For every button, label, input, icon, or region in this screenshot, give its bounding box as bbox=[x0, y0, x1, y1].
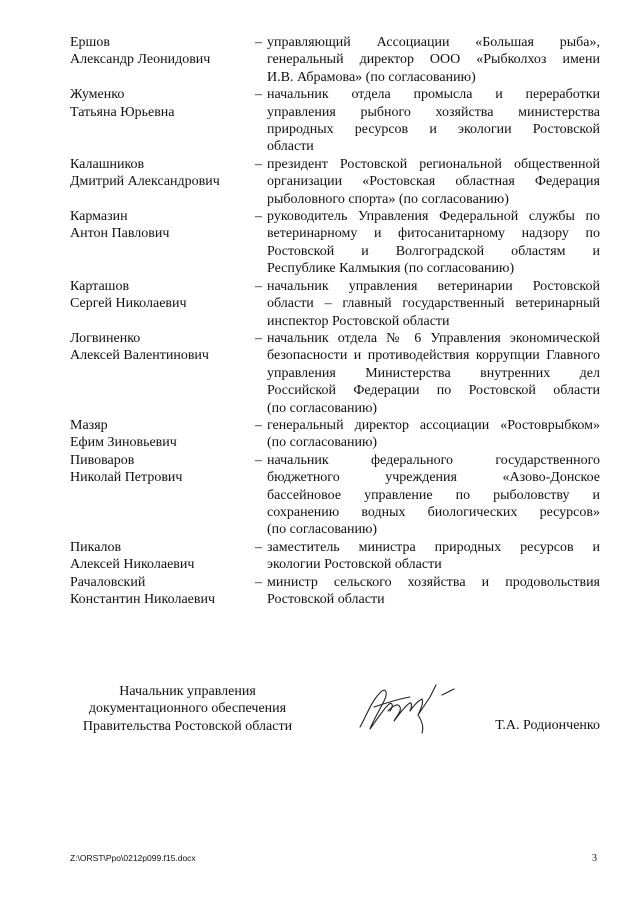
member-role-line: безопасности и противодействия коррупции Главного bbox=[267, 348, 600, 364]
member-role bbox=[267, 539, 600, 574]
member-role bbox=[267, 417, 600, 452]
member-given-names: Константин Николаевич bbox=[70, 592, 216, 607]
dash-separator: – bbox=[255, 156, 262, 172]
dash-separator: – bbox=[255, 452, 262, 468]
member-role-line: генеральный директор ООО «Рыбколхоз имени bbox=[267, 52, 600, 68]
member-name bbox=[70, 330, 255, 417]
member-role-line: (по согласованию) bbox=[267, 435, 378, 451]
member-role-line: сохранению водных биологических ресурсов» bbox=[267, 504, 600, 520]
member-role-line: рыболовного спорта» (по согласованию) bbox=[267, 191, 509, 207]
member-role-line: генеральный директор ассоциации «Ростоврыбком» bbox=[267, 417, 600, 433]
member-entry bbox=[70, 156, 600, 208]
member-role-line: руководитель Управления Федеральной службы по bbox=[267, 209, 600, 225]
member-surname: Пикалов bbox=[70, 539, 122, 555]
dash-separator: – bbox=[255, 278, 262, 294]
member-role bbox=[267, 34, 600, 86]
member-role-line: Ростовской и Волгоградской областям и bbox=[267, 243, 600, 259]
member-entry bbox=[70, 452, 600, 539]
member-role-line: области bbox=[267, 139, 314, 155]
member-role-line: министр сельского хозяйства и продовольствия bbox=[267, 574, 600, 590]
member-role-line: природных ресурсов и экологии Ростовской bbox=[267, 122, 600, 138]
member-entry bbox=[70, 539, 600, 574]
member-name bbox=[70, 86, 255, 156]
member-role-line: управления Министерства внутренних дел bbox=[267, 365, 600, 381]
member-role-line: экологии Ростовской области bbox=[267, 557, 442, 573]
member-entry bbox=[70, 208, 600, 278]
member-role-line: заместитель министра природных ресурсов и bbox=[267, 539, 600, 555]
member-entry bbox=[70, 417, 600, 452]
member-surname: Логвиненко bbox=[70, 330, 141, 346]
member-given-names: Алексей Николаевич bbox=[70, 557, 195, 573]
signer-title-line: Начальник управления bbox=[119, 684, 256, 699]
member-role-line: Российской Федерации по Ростовской области bbox=[267, 383, 600, 399]
member-role-line: начальник отдела промысла и переработки bbox=[267, 87, 600, 103]
member-name bbox=[70, 34, 255, 86]
member-role bbox=[267, 330, 600, 417]
member-role bbox=[267, 574, 600, 609]
member-role bbox=[267, 86, 600, 156]
member-role bbox=[267, 278, 600, 330]
member-given-names: Сергей Николаевич bbox=[70, 296, 187, 312]
member-given-names: Татьяна Юрьевна bbox=[70, 104, 175, 120]
member-role-line: управляющий Ассоциации «Большая рыба», bbox=[267, 35, 600, 50]
member-role-line: ветеринарному и фитосанитарному надзору по bbox=[267, 226, 600, 242]
member-role-line: (по согласованию) bbox=[267, 522, 378, 538]
member-role-line: Республике Калмыкия (по согласованию) bbox=[267, 261, 515, 277]
handwritten-signature bbox=[352, 677, 462, 737]
dash-separator: – bbox=[255, 330, 262, 346]
member-given-names: Ефим Зиновьевич bbox=[70, 435, 177, 451]
dash-separator: – bbox=[255, 539, 262, 555]
member-name bbox=[70, 539, 255, 574]
dash-separator: – bbox=[255, 574, 262, 590]
member-surname: Ершов bbox=[70, 35, 110, 50]
member-role-line: начальник федерального государственного bbox=[267, 452, 600, 468]
member-name bbox=[70, 278, 255, 330]
member-given-names: Николай Петрович bbox=[70, 470, 183, 486]
member-surname: Мазяр bbox=[70, 417, 108, 433]
signer-title-line: Правительства Ростовской области bbox=[82, 718, 293, 734]
signer-title bbox=[70, 683, 305, 735]
member-given-names: Антон Павлович bbox=[70, 226, 170, 242]
member-role-line: бассейновое управление по рыболовству и bbox=[267, 487, 600, 503]
member-given-names: Александр Леонидович bbox=[70, 52, 211, 68]
member-role bbox=[267, 156, 600, 208]
file-path: Z:\ORST\Ppo\0212p099.f15.docx bbox=[70, 853, 196, 863]
member-entry bbox=[70, 278, 600, 330]
member-role-line: президент Ростовской региональной общественной bbox=[267, 156, 600, 172]
member-entry bbox=[70, 574, 600, 609]
dash-separator: – bbox=[255, 417, 262, 433]
member-name bbox=[70, 156, 255, 208]
signer-title-line: документационного обеспечения bbox=[88, 701, 287, 717]
member-surname: Пивоваров bbox=[70, 452, 135, 468]
dash-separator: – bbox=[255, 209, 262, 225]
member-name bbox=[70, 208, 255, 278]
member-name bbox=[70, 452, 255, 539]
member-role bbox=[267, 208, 600, 278]
member-role bbox=[267, 452, 600, 539]
page-number: 3 bbox=[592, 853, 597, 864]
member-role-line: управления рыбного хозяйства министерства bbox=[267, 104, 600, 120]
member-role-line: области – главный государственный ветеринарный bbox=[267, 296, 600, 312]
member-surname: Кармазин bbox=[70, 209, 128, 225]
member-name bbox=[70, 417, 255, 452]
member-surname: Жуменко bbox=[70, 87, 125, 103]
member-surname: Рачаловский bbox=[70, 574, 146, 590]
member-surname: Карташов bbox=[70, 278, 130, 294]
member-surname: Калашников bbox=[70, 156, 145, 172]
member-role-line: начальник управления ветеринарии Ростовской bbox=[267, 278, 600, 294]
signer-name: Т.А. Родионченко bbox=[495, 718, 600, 733]
dash-separator: – bbox=[255, 87, 262, 103]
member-entry bbox=[70, 34, 600, 86]
member-role-line: И.В. Абрамова» (по согласованию) bbox=[267, 69, 476, 85]
member-name bbox=[70, 574, 255, 609]
member-given-names: Дмитрий Александрович bbox=[70, 174, 220, 190]
dash-separator: – bbox=[255, 35, 262, 50]
member-role-line: организации «Ростовская областная Федерация bbox=[267, 174, 600, 190]
member-entry bbox=[70, 86, 600, 156]
member-role-line: (по согласованию) bbox=[267, 400, 378, 416]
member-role-line: бюджетного учреждения «Азово-Донское bbox=[267, 470, 600, 486]
member-list bbox=[70, 34, 600, 608]
member-entry bbox=[70, 330, 600, 417]
member-role-line: Ростовской области bbox=[267, 592, 385, 607]
member-role-line: начальник отдела № 6 Управления экономической bbox=[267, 330, 600, 346]
member-role-line: инспектор Ростовской области bbox=[267, 313, 450, 329]
member-given-names: Алексей Валентинович bbox=[70, 348, 209, 364]
